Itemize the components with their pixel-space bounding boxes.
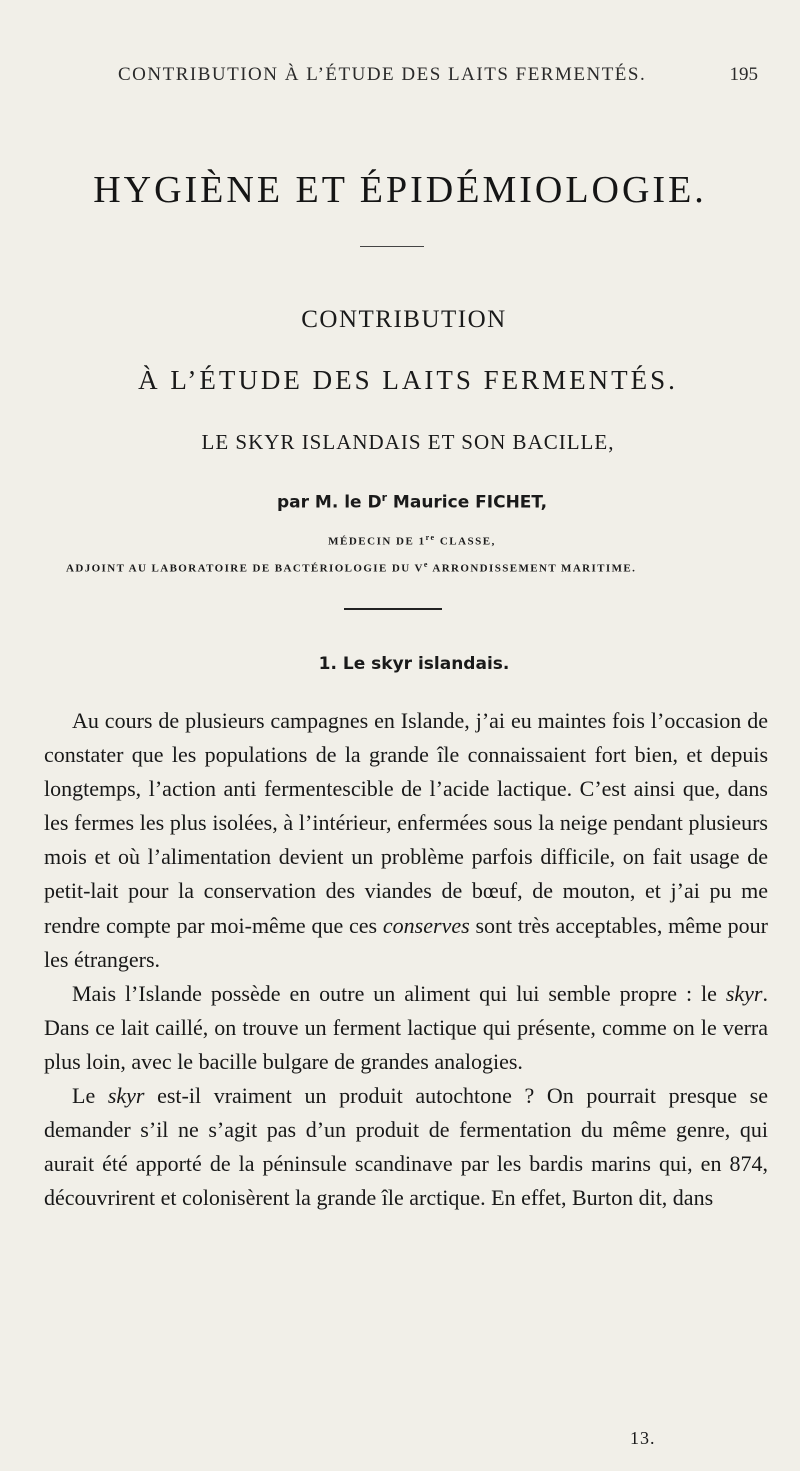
paragraph-3 [44, 1079, 768, 1215]
paragraph-2-text-a: Mais l’Islande possède en outre un aliment qui lui semble propre : le [72, 980, 726, 1006]
article-subtitle: LE SKYR ISLANDAIS ET SON BACILLE, [201, 430, 615, 454]
author-affiliation-2 [66, 560, 766, 575]
divider-short [360, 246, 424, 247]
affiliation1-sup: re [425, 533, 436, 542]
article-title-line1: CONTRIBUTION [301, 306, 507, 333]
affiliation2-sup: e [423, 560, 429, 569]
paragraph-3-text-b: est-il vraiment un produit autochtone ? On pourrait presque se demander s’il ne s’agit pas d’un produit de fermentation du même genre, qui aurait été apporté de la péninsule scandinave par les bardis marins qui, en 874, découvrirent et colonisèrent la grande île arctique. En effet, Burton dit, dans [44, 1083, 768, 1211]
byline-sup: r [381, 491, 388, 504]
author-affiliation-1 [0, 533, 800, 548]
byline-prefix: par M. le D [276, 492, 382, 513]
body-text [44, 704, 768, 1215]
paragraph-1-emphasis: conserves [382, 912, 470, 938]
running-head [118, 64, 758, 86]
paragraph-1 [44, 704, 768, 977]
affiliation1-pre: MÉDECIN DE 1 [328, 535, 426, 548]
author-byline [0, 491, 800, 513]
divider-thick [344, 608, 442, 610]
paragraph-1-text-b: sont très acceptables, même pour les étrangers. [44, 912, 768, 972]
article-title-line2: À L’ÉTUDE DES LAITS FERMENTÉS. [138, 365, 678, 395]
subsection-heading: 1. Le skyr islandais. [318, 654, 510, 674]
paragraph-2-emphasis: skyr [725, 980, 763, 1006]
paragraph-2 [44, 977, 768, 1079]
paragraph-1-text-a: Au cours de plusieurs campagnes en Islande, j’ai eu maintes fois l’occasion de constater que les populations de la grande île connaissaient fort bien, et depuis longtemps, l’action anti fermentescible de l’acide lactique. C’est ainsi que, dans les fermes les plus isolées, à l’intérieur, enfermées sous la neige pendant plusieurs mois et où l’alimentation devient un problème parfois difficile, on fait usage de petit-lait pour la conservation des viandes de bœuf, de mouton, et j’ai pu me rendre compte par moi-même que ces [44, 708, 768, 938]
paragraph-3-emphasis: skyr [107, 1083, 145, 1109]
paragraph-3-text-a: Le [72, 1083, 108, 1109]
author-name: Maurice FICHET, [387, 492, 548, 513]
affiliation2-post: ARRONDISSEMENT MARITIME. [428, 562, 637, 575]
running-head-title: CONTRIBUTION À L’ÉTUDE DES LAITS FERMENTÉS. [118, 64, 647, 85]
section-title: HYGIÈNE ET ÉPIDÉMIOLOGIE. [93, 169, 707, 211]
affiliation2-pre: ADJOINT AU LABORATOIRE DE BACTÉRIOLOGIE DU V [66, 562, 424, 575]
affiliation1-post: CLASSE, [435, 535, 496, 548]
page-number: 195 [729, 64, 758, 85]
signature-mark: 13. [630, 1428, 656, 1448]
paragraph-2-text-b: . Dans ce lait caillé, on trouve un ferment lactique qui présente, comme on le verra plus loin, avec le bacille bulgare de grandes analogies. [44, 980, 768, 1074]
